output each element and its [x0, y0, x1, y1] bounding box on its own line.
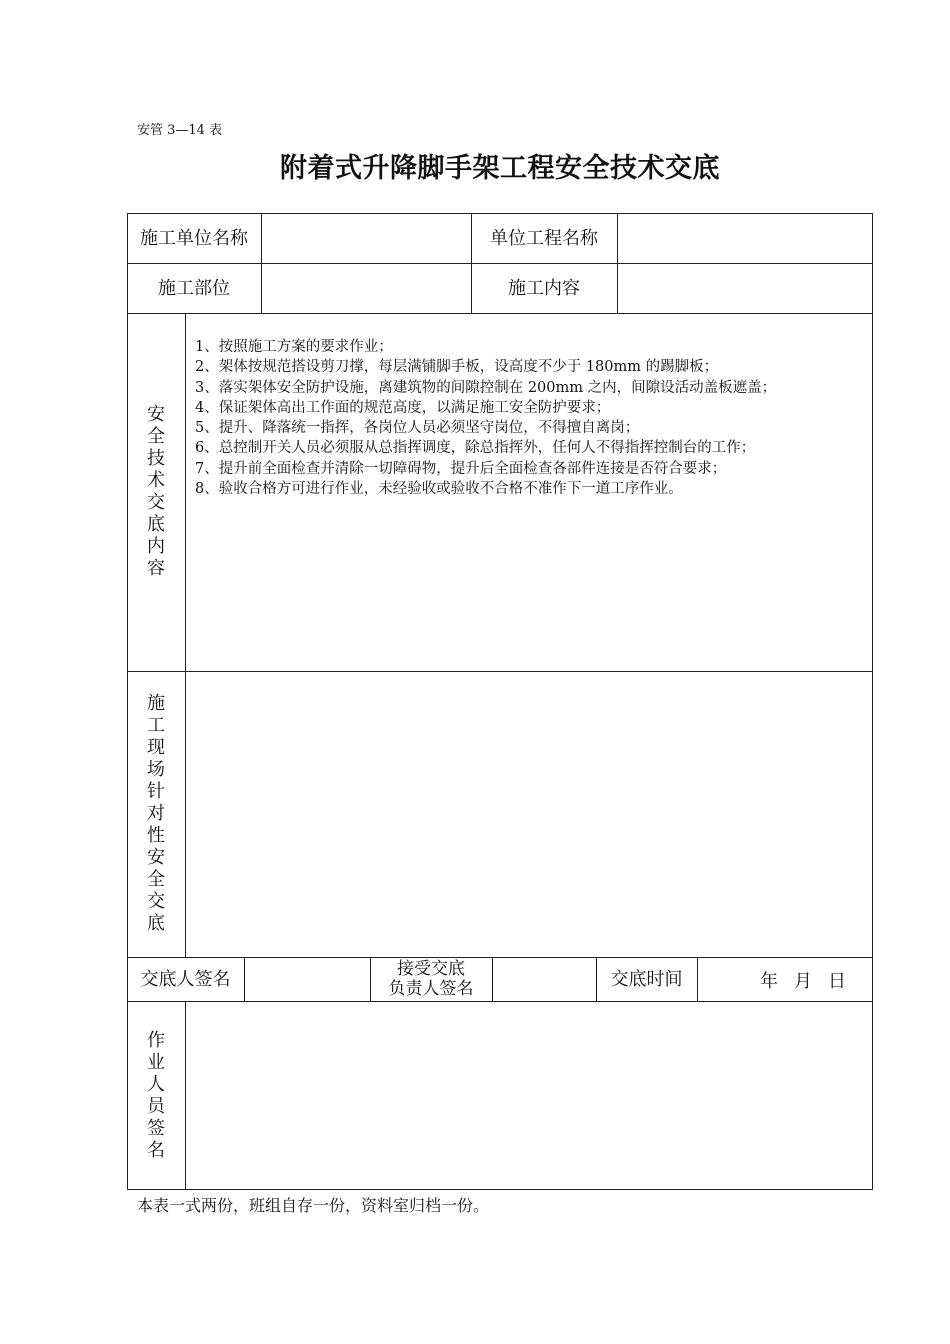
- footnote: 本表一式两份，班组自存一份，资料室归档一份。: [137, 1196, 490, 1215]
- list-item: 5、提升、降落统一指挥，各岗位人员必须坚守岗位，不得擅自离岗；: [195, 420, 640, 437]
- label-char: 人: [147, 1073, 165, 1095]
- label-char: 底: [147, 514, 165, 535]
- label-char: 签: [147, 1117, 165, 1139]
- label-char: 作: [147, 1029, 165, 1051]
- handover-date-field[interactable]: [698, 958, 872, 1001]
- form-code: 安管 3—14 表: [137, 123, 223, 138]
- label-char: 容: [147, 558, 165, 579]
- list-item: 7、提升前全面检查并清除一切障碍物，提升后全面检查各部件连接是否符合要求；: [195, 460, 727, 477]
- label-char: 交: [147, 891, 165, 912]
- label-char: 业: [147, 1051, 165, 1073]
- label-char: 名: [147, 1139, 165, 1161]
- workers-signature-label: [127, 1001, 185, 1190]
- label-char: 员: [147, 1095, 165, 1117]
- label-char: 技: [147, 448, 165, 469]
- row-divider: [127, 313, 873, 314]
- workers-signature-field[interactable]: [186, 1002, 872, 1189]
- site-safety-label: [127, 671, 185, 957]
- label-char: 安: [147, 847, 165, 868]
- work-content-label: 施工内容: [508, 277, 580, 299]
- receiver-signature-label: [370, 957, 492, 1001]
- unit-name-label: 施工单位名称: [140, 227, 248, 249]
- location-label: 施工部位: [158, 277, 230, 299]
- label-char: 术: [147, 470, 165, 491]
- label-char: 现: [147, 737, 165, 758]
- list-item: 2、架体按规范搭设剪刀撑，每层满铺脚手板，设高度不少于 180mm 的踢脚板；: [195, 359, 719, 376]
- label-char: 对: [147, 803, 165, 824]
- label-char: 施: [147, 693, 165, 714]
- day-label: 日: [828, 970, 846, 992]
- giver-signature-field[interactable]: [245, 958, 370, 1001]
- label-char: 安: [147, 404, 165, 425]
- project-name-label: 单位工程名称: [490, 227, 598, 249]
- label-char: 底: [147, 913, 165, 934]
- receiver-label-line2: 负责人签名: [388, 979, 474, 999]
- location-field[interactable]: [261, 263, 471, 313]
- site-safety-field[interactable]: [186, 672, 872, 956]
- giver-signature-label: 交底人签名: [140, 968, 231, 990]
- unit-name-field[interactable]: [261, 213, 471, 263]
- list-item: 4、保证架体高出工作面的规范高度，以满足施工安全防护要求；: [195, 399, 611, 416]
- safety-items-list: [195, 337, 776, 499]
- label-char: 场: [147, 759, 165, 780]
- list-item: 3、落实架体安全防护设施，离建筑物的间隙控制在 200mm 之内，间隙设活动盖板遮盖；: [195, 379, 777, 396]
- label-char: 全: [147, 426, 165, 447]
- month-label: 月: [794, 970, 812, 992]
- handover-time-label: 交底时间: [610, 968, 683, 990]
- receiver-signature-field[interactable]: [493, 958, 596, 1001]
- label-char: 内: [147, 536, 165, 557]
- list-item: 1、按照施工方案的要求作业；: [195, 339, 393, 355]
- label-char: 性: [147, 825, 165, 846]
- page-title: 附着式升降脚手架工程安全技术交底: [280, 153, 720, 184]
- year-label: 年: [760, 970, 778, 992]
- safety-content-label: [127, 313, 185, 671]
- work-content-field[interactable]: [617, 263, 873, 313]
- list-item: 8、验收合格方可进行作业，未经验收或验收不合格不准作下一道工序作业。: [195, 481, 683, 498]
- label-char: 工: [147, 715, 165, 736]
- list-item: 6、总控制开关人员必须服从总指挥调度，除总指挥外，任何人不得指挥控制台的工作；: [195, 440, 756, 457]
- label-char: 交: [147, 492, 165, 513]
- label-char: 针: [147, 781, 165, 802]
- receiver-label-line1: 接受交底: [397, 959, 465, 979]
- project-name-field[interactable]: [617, 213, 873, 263]
- label-char: 全: [147, 869, 165, 890]
